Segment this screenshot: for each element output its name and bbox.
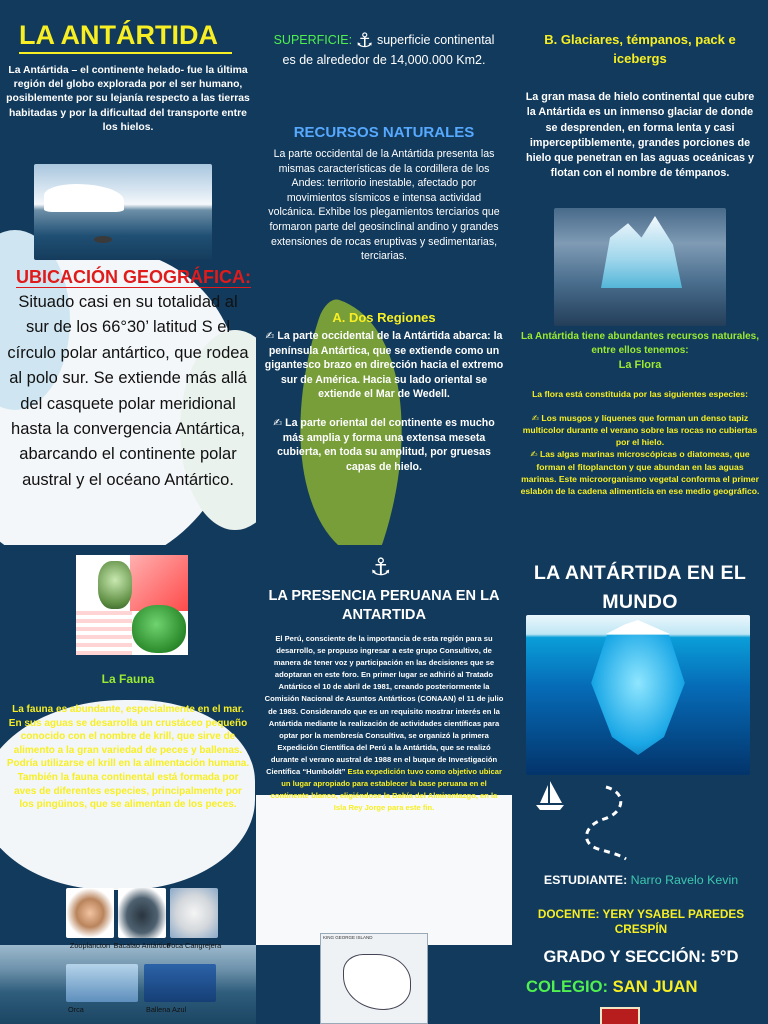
panel-presencia-peruana <box>256 545 512 1024</box>
colegio-line <box>526 977 768 997</box>
glaciares-heading: B. Glaciares, témpanos, pack e icebergs <box>544 32 736 66</box>
moss-photo <box>132 605 186 653</box>
grado-seccion: GRADO Y SECCIÓN: 5°D <box>543 947 739 966</box>
recursos-paragraph: La parte occidental de la Antártida presenta las mismas características de la cordillera de los Andes: territorio inestable, afectado por movimientos sísmicos e intensa actividad volcánica. Exhibe los plegamientos terciarios que formaron parte del geosinclinal andino y grandes extensiones de rocas eruptivas y sedimentarias, terciarias. <box>268 148 500 263</box>
animal-caption: Orca <box>68 1005 84 1014</box>
presencia-peruana-paragraph: El Perú, consciente de la importancia de esta región para su desarrollo, se propuso ingresar a este grupo Consultivo, de manera de tener voz y participación en las decisiones que se adoptaran en este foro. En primer lugar se adhirió al Tratado Antártico el 10 de abril de 1981, creando posteriormente la Comisión Nacional de Asuntos Antárticos (CONAAN) el 11 de julio de 1983. Considerando que es un requisito mostrar interés en la Antártida mediante la realización de actividades científicas para optar por la membresía Consultiva, se organizó la primera Expedición Científica del Perú a la Antártida, que se realizó durante el verano austral de 1988 en el buque de Investigación Científica “Humboldt” <box>264 634 504 777</box>
island-shape <box>343 954 411 1010</box>
presencia-peruana-heading: LA PRESENCIA PERUANA EN LA ANTARTIDA <box>268 588 500 623</box>
seal-photo <box>166 888 222 950</box>
antarctic-coast-photo <box>34 164 212 260</box>
moss-collage-photo <box>76 555 188 655</box>
estudiante-value: Narro Ravelo Kevin <box>630 873 739 887</box>
estudiante-line <box>518 873 764 887</box>
dos-regiones-body <box>262 329 506 474</box>
whale-photo <box>144 964 216 1014</box>
presencia-peruana-body <box>264 633 504 814</box>
sailboat-icon <box>532 777 568 813</box>
moss-photo <box>98 561 132 609</box>
dotted-path-icon <box>576 783 636 863</box>
ubicacion-paragraph: Situado casi en su totalidad al sur de los 66°30’ latitud S el círculo polar antártico, que rodea al polo sur. Se extiende más allá del casquete polar meridional hasta la convergencia Antártica, abarcando el continente polar austral y el océano Antártico. <box>7 293 249 489</box>
colegio-value: SAN JUAN <box>612 977 698 996</box>
estudiante-label: ESTUDIANTE: <box>543 873 628 887</box>
orca-photo <box>66 964 138 1014</box>
animal-gallery <box>66 888 220 1024</box>
recursos-heading: RECURSOS NATURALES <box>293 124 475 141</box>
animal-caption: Foca Cangrejera <box>166 941 222 950</box>
region-oriental-paragraph: ✍ La parte oriental del continente es mucho más amplia y forma una extensa meseta cubierta, en toda su amplitud, por gruesas capas de hielo. <box>273 416 495 473</box>
anchor-icon: ⚓ <box>370 554 392 581</box>
fauna-heading: La Fauna <box>101 672 155 686</box>
superficie-paragraph <box>266 30 502 70</box>
flora-paragraph: La flora está constituida por las siguientes especies: ✍ Los musgos y líquenes que forman un denso tapiz multicolor durante el verano sobre las rocas no cubiertas por el hielo. ✍ Las algas marinas microscópicas o diatomeas, que forman el fitoplancton y que abundan en las aguas marinas. Este microorganismo vegetal conforma el primer eslabón de la cadena alimenticia en ese medio geográfico. <box>520 389 760 496</box>
iceberg-photo <box>554 208 726 326</box>
animal-caption: Bacalao Antártico <box>113 941 171 950</box>
animal-caption: Zooplancton <box>69 941 111 950</box>
docente-label: DOCENTE: <box>537 907 600 921</box>
king-george-island-map <box>320 933 428 1024</box>
panel-antartida-mundo <box>512 545 768 1024</box>
intro-paragraph: La Antártida – el continente helado- fue la última región del globo explorada por el ser humano, posiblemente por su lejanía respecto a las tierras habitadas y por la dificultad del transporte entre los hielos. <box>6 65 250 133</box>
panel-superficie-recursos <box>256 0 512 545</box>
krill-photo <box>66 888 114 950</box>
anchor-icon: ⚓ <box>355 30 374 52</box>
dos-regiones-heading: A. Dos Regiones <box>332 310 436 325</box>
ubicacion-heading: UBICACIÓN GEOGRÁFICA: <box>16 267 251 287</box>
recursos-naturales-intro: La Antártida tiene abundantes recursos naturales, entre ellos tenemos: <box>520 331 760 356</box>
superficie-text: superficie continental es de alrededor de 14,000.000 Km2. <box>282 33 495 67</box>
decorative-block <box>76 611 132 655</box>
school-shield-icon <box>600 1007 640 1024</box>
decorative-block <box>130 555 188 611</box>
glaciares-paragraph: La gran masa de hielo continental que cubre la Antártida es un inmenso glaciar de donde se desprenden, en forma lenta y casi imperceptiblemente, grandes porciones de hielo que penetran en las aguas oceánicas y flotan con el nombre de témpanos. <box>525 91 755 180</box>
fish-photo <box>113 888 171 950</box>
region-occidental-paragraph: ✍ La parte occidental de la Antártida abarca: la península Antártica, que se extiende como un gigantesco brazo en dirección hacia el extremo sur de América. Hacia su lado oriental se extiende el Mar de Wedell. <box>264 330 504 401</box>
underwater-iceberg-photo <box>526 615 750 775</box>
panel-fauna <box>0 545 256 1024</box>
docente-line <box>518 907 764 937</box>
page-title: LA ANTÁRTIDA <box>14 18 240 54</box>
panel-antartida-intro <box>0 0 256 545</box>
fauna-paragraph: La fauna es abundante, especialmente en el mar. En sus aguas se desarrolla un crustáceo pequeño conocido con el nombre de krill, que sirve de alimento a la gran variedad de peces y ballenas. Podría utilizarse el krill en la alimentación humana. También la fauna continental está formada por aves de diferentes especies, principalmente por los pingüinos, que se alimentan de los peces. <box>6 704 250 811</box>
docente-value: YERY YSABEL PAREDES CRESPÍN <box>602 907 745 936</box>
flora-heading: La Flora <box>618 359 662 371</box>
animal-caption: Ballena Azul <box>146 1005 187 1014</box>
expedicion-highlight: Esta expedición tuvo como objetivo ubicar un lugar apropiado para establecer la base peruana en el continente blanco, eligiéndose la Bahía del Almirantazgo, en la Isla Rey Jorge para este fin. <box>270 767 502 813</box>
map-caption: KING GEORGE ISLAND <box>323 935 373 940</box>
panel-glaciares-flora <box>512 0 768 545</box>
antartida-mundo-heading: LA ANTÁRTIDA EN EL MUNDO <box>533 562 747 613</box>
superficie-label: SUPERFICIE: <box>273 33 353 47</box>
colegio-label: COLEGIO: <box>526 977 609 996</box>
